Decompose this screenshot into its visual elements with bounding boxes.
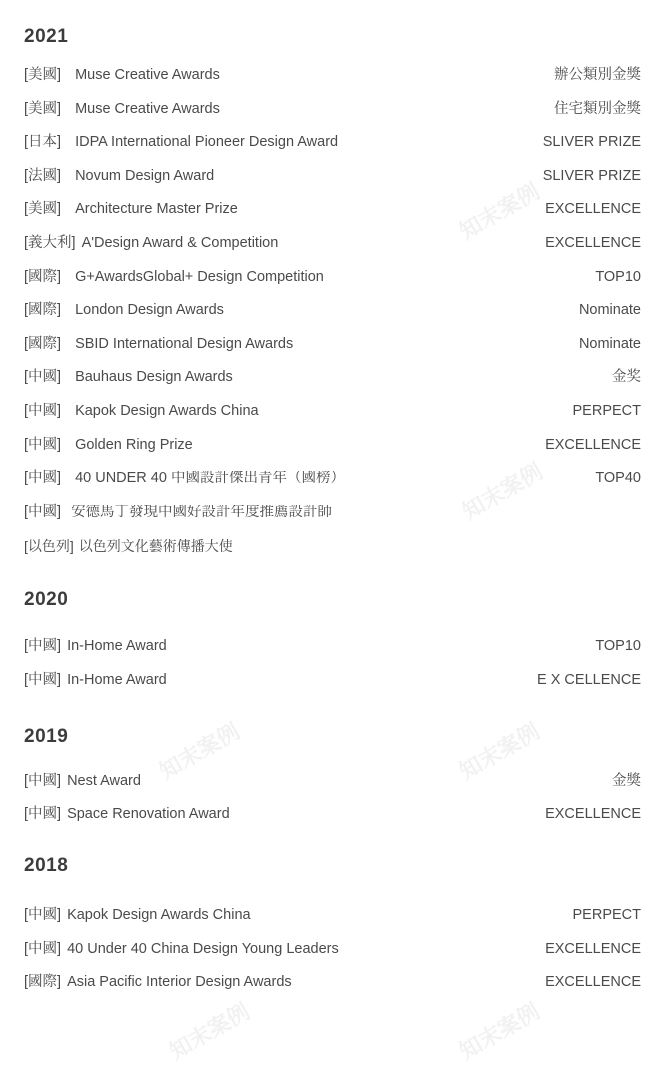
award-name: G+AwardsGlobal+ Design Competition: [75, 270, 324, 285]
award-row: [24, 135, 641, 151]
watermark: 知末案例: [458, 459, 548, 526]
award-region: [中國]: [24, 403, 62, 419]
award-name: SBID International Design Awards: [75, 337, 294, 352]
award-row: [24, 505, 641, 521]
award-row: [24, 102, 641, 118]
award-prize: 住宅類別金獎: [554, 101, 641, 117]
watermark: 知末案例: [455, 719, 545, 786]
award-region: [中國]: [24, 941, 62, 957]
award-row: [24, 471, 641, 487]
award-prize: PERPECT: [572, 403, 641, 419]
award-region: [中國]: [24, 672, 62, 688]
award-prize: SLIVER PRIZE: [542, 168, 641, 184]
award-row: [24, 337, 641, 353]
award-prize: TOP10: [595, 269, 641, 285]
watermark: 知末案例: [165, 999, 255, 1066]
award-name: Architecture Master Prize: [75, 202, 238, 217]
award-row: [24, 202, 641, 218]
award-prize: 辦公類別金獎: [554, 67, 641, 83]
award-row: [24, 975, 641, 991]
award-name: London Design Awards: [75, 303, 224, 318]
award-region: [中國]: [24, 437, 62, 453]
award-name: Kapok Design Awards China: [67, 908, 251, 923]
award-name: 40 Under 40 China Design Young Leaders: [67, 942, 339, 957]
award-region: [以色列]: [24, 538, 74, 554]
award-region: [國際]: [24, 269, 62, 285]
award-row: [24, 539, 641, 554]
award-prize: EXCELLENCE: [545, 201, 641, 217]
award-name: 40 UNDER 40 中國設計傑出青年（國榜）: [75, 471, 345, 486]
award-prize: PERPECT: [572, 907, 641, 923]
award-name: Golden Ring Prize: [75, 438, 193, 453]
award-name: 以色列文化藝術傳播大使: [78, 539, 233, 554]
award-row: [24, 942, 641, 958]
award-region: [中國]: [24, 907, 62, 923]
watermark: 知末案例: [155, 719, 245, 786]
award-region: [國際]: [24, 302, 62, 318]
award-region: [美國]: [24, 67, 62, 83]
award-prize: EXCELLENCE: [545, 941, 641, 957]
award-name: A'Design Award & Competition: [81, 236, 279, 251]
award-name: Nest Award: [67, 774, 141, 789]
award-row: [24, 438, 641, 454]
award-region: [美國]: [24, 101, 62, 117]
award-prize: 金奖: [612, 369, 641, 385]
award-name: In-Home Award: [67, 639, 167, 654]
award-region: [法國]: [24, 168, 62, 184]
award-name: Kapok Design Awards China: [75, 404, 259, 419]
year-heading-2021: 2021: [24, 26, 69, 47]
award-prize: EXCELLENCE: [545, 437, 641, 453]
award-row: [24, 807, 641, 823]
award-row: [24, 236, 641, 252]
year-heading-2018: 2018: [24, 855, 69, 876]
award-name: Novum Design Award: [75, 169, 215, 184]
award-prize: SLIVER PRIZE: [542, 134, 641, 150]
award-region: [國際]: [24, 974, 62, 990]
award-prize: E X CELLENCE: [537, 672, 641, 688]
award-row: [24, 68, 641, 84]
award-prize: EXCELLENCE: [545, 806, 641, 822]
award-row: [24, 673, 641, 689]
award-name: 安德馬丁發現中國好設計年度推薦設計師: [71, 505, 333, 520]
award-region: [中國]: [24, 638, 62, 654]
award-name: Bauhaus Design Awards: [75, 370, 233, 385]
award-region: [中國]: [24, 369, 62, 385]
award-name: Asia Pacific Interior Design Awards: [67, 975, 292, 990]
award-region: [國際]: [24, 336, 62, 352]
award-region: [中國]: [24, 806, 62, 822]
award-region: [中國]: [24, 773, 62, 789]
award-region: [中國]: [24, 470, 62, 486]
award-row: [24, 270, 641, 286]
award-region: [日本]: [24, 134, 62, 150]
award-name: Muse Creative Awards: [75, 102, 220, 117]
award-row: [24, 404, 641, 420]
award-region: [中國]: [24, 504, 62, 520]
award-row: [24, 370, 641, 386]
award-row: [24, 908, 641, 924]
award-prize: TOP10: [595, 638, 641, 654]
award-name: IDPA International Pioneer Design Award: [75, 135, 339, 150]
award-region: [美國]: [24, 201, 62, 217]
year-heading-2019: 2019: [24, 726, 69, 747]
award-region: [義大利]: [24, 235, 76, 251]
award-name: Space Renovation Award: [67, 807, 230, 822]
watermark: 知末案例: [455, 179, 545, 246]
award-row: [24, 774, 641, 790]
award-row: [24, 303, 641, 319]
award-row: [24, 639, 641, 655]
award-prize: Nominate: [578, 302, 641, 318]
year-heading-2020: 2020: [24, 589, 69, 610]
watermark: 知末案例: [455, 999, 545, 1066]
award-prize: TOP40: [595, 470, 641, 486]
award-name: Muse Creative Awards: [75, 68, 220, 83]
award-prize: Nominate: [578, 336, 641, 352]
award-name: In-Home Award: [67, 673, 167, 688]
award-prize: EXCELLENCE: [545, 235, 641, 251]
award-row: [24, 169, 641, 185]
award-prize: 金獎: [612, 773, 641, 789]
award-prize: EXCELLENCE: [545, 974, 641, 990]
